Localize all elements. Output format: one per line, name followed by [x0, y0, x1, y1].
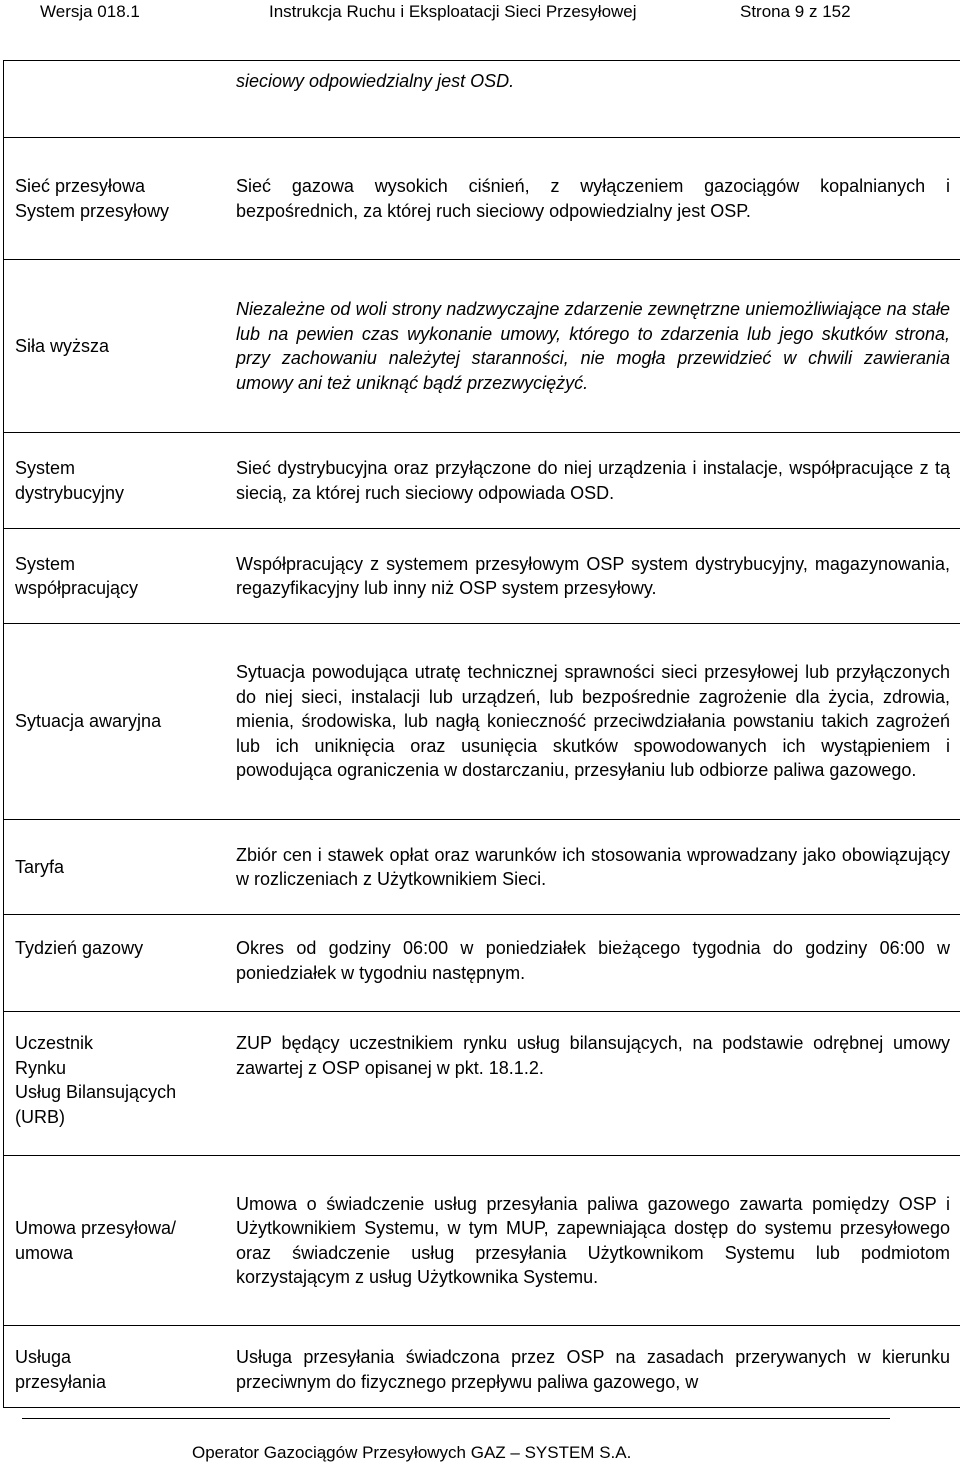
term-text: System — [15, 458, 76, 478]
term-text: Umowa przesyłowa/ — [15, 1218, 177, 1238]
definition-text: Współpracujący z systemem przesyłowym OSP system dystrybucyjny, magazynowania, regazyfikacyjny lub inny niż OSP system przesyłowy. — [236, 553, 950, 598]
definition-text: Sytuacja powodująca utratę technicznej sprawności sieci przesyłowej lub przyłączonych do niej sieci, instalacji lub urządzeń, lub bezpośrednie zagrożenie dla życia, zdrowia, mienia, środowiska, lub nagłą konieczność przeciwdziałania powstaniu takich zagrożeń lub ich uniknięcia oraz usunięcia skutków spowodowanych ich wystąpieniem i powodująca ograniczenia w dostarczaniu, przesyłaniu lub odbiorze paliwa gazowego. — [236, 662, 950, 781]
table-row — [4, 137, 960, 259]
term-text: Tydzień gazowy — [15, 938, 144, 958]
term-text: Usług Bilansujących — [15, 1082, 177, 1102]
term-text: Taryfa — [15, 856, 65, 877]
term-text: (URB) — [15, 1106, 65, 1127]
definition-cell — [223, 61, 958, 137]
definition-text: Usługa przesyłania świadczona przez OSP na zasadach przerywanych w kierunku przeciwnym do fizycznego przepływu paliwa gazowego, w — [236, 1347, 950, 1392]
term-text: Usługa — [15, 1347, 72, 1367]
table-row — [4, 259, 960, 432]
definition-cell — [223, 820, 958, 914]
table-row — [4, 1155, 960, 1325]
definition-text: Umowa o świadczenie usług przesyłania paliwa gazowego zawarta pomiędzy OSP i Użytkownikiem Systemu, w tym MUP, zapewniająca dostęp do systemu przesyłowego oraz świadczenie usług przesyłania Użytkownikom Systemu lub podmiotom korzystającym z usług Użytkownika Systemu. — [236, 1193, 950, 1287]
term-cell — [4, 915, 223, 1011]
table-row — [4, 432, 960, 528]
page-header — [0, 0, 960, 36]
term-text: Sytuacja awaryjna — [15, 711, 162, 732]
definition-cell — [223, 138, 958, 259]
term-cell — [4, 529, 223, 623]
term-cell — [4, 1156, 223, 1325]
definition-cell — [223, 529, 958, 623]
definition-cell — [223, 433, 958, 528]
table-row — [4, 1325, 960, 1407]
definition-text: ZUP będący uczestnikiem rynku usług bilansujących, na podstawie odrębnej umowy zawartej z OSP opisanej w pkt. 18.1.2. — [236, 1033, 950, 1078]
term-cell — [4, 1326, 223, 1407]
term-text: System przesyłowy — [15, 200, 170, 221]
definition-cell — [223, 260, 958, 432]
term-cell — [4, 61, 223, 137]
term-text: Sieć przesyłowa — [15, 176, 146, 196]
term-text: dystrybucyjny — [15, 482, 125, 503]
definition-text: Niezależne od woli strony nadzwyczajne zdarzenie zewnętrzne uniemożliwiające na stałe lub na pewien czas wykonanie umowy, którego to zdarzenia lub jego skutków strona, przy zachowaniu należytej staranności, nie mogła przewidzieć w chwili zawierania umowy ani też uniknąć bądź przezwyciężyć. — [236, 299, 950, 393]
table-row — [4, 1011, 960, 1155]
document-title: Instrukcja Ruchu i Eksploatacji Sieci Przesyłowej — [269, 2, 637, 21]
table-row — [4, 819, 960, 914]
page-number: Strona 9 z 152 — [740, 2, 851, 21]
definitions-table — [3, 60, 960, 1408]
term-cell — [4, 1012, 223, 1155]
definition-text: sieciowy odpowiedzialny jest OSD. — [236, 71, 515, 91]
definition-cell — [223, 915, 958, 1011]
table-row — [4, 914, 960, 1011]
definition-cell — [223, 624, 958, 819]
term-cell — [4, 624, 223, 819]
term-text: współpracujący — [15, 578, 139, 598]
definition-text: Sieć gazowa wysokich ciśnień, z wyłączeniem gazociągów kopalnianych i bezpośrednich, za której ruch sieciowy odpowiedzialny jest OSP. — [236, 176, 950, 221]
definition-text: Sieć dystrybucyjna oraz przyłączone do niej urządzenia i instalacje, współpracujące z tą siecią, za której ruch sieciowy odpowiada OSD. — [236, 458, 950, 503]
term-cell — [4, 820, 223, 914]
term-text: przesyłania — [15, 1371, 107, 1392]
term-text: Rynku — [15, 1057, 67, 1078]
definition-cell — [223, 1012, 958, 1155]
document-version: Wersja 018.1 — [40, 2, 140, 21]
table-row — [4, 60, 960, 137]
term-cell — [4, 260, 223, 432]
definition-text: Okres od godziny 06:00 w poniedziałek bieżącego tygodnia do godziny 06:00 w poniedziałek w tygodniu następnym. — [236, 938, 950, 983]
term-text: System — [15, 553, 76, 574]
table-row — [4, 528, 960, 623]
page-footer: Operator Gazociągów Przesyłowych GAZ – SYSTEM S.A. — [192, 1443, 632, 1462]
definition-text: Zbiór cen i stawek opłat oraz warunków ich stosowania wprowadzany jako obowiązujący w rozliczeniach z Użytkownikiem Sieci. — [236, 844, 950, 889]
term-cell — [4, 433, 223, 528]
term-text: Siła wyższa — [15, 335, 110, 356]
term-text: Uczestnik — [15, 1033, 94, 1053]
definition-cell — [223, 1326, 958, 1407]
definition-cell — [223, 1156, 958, 1325]
term-text: umowa — [15, 1242, 74, 1263]
footer-divider — [22, 1418, 890, 1419]
term-cell — [4, 138, 223, 259]
table-row — [4, 623, 960, 819]
